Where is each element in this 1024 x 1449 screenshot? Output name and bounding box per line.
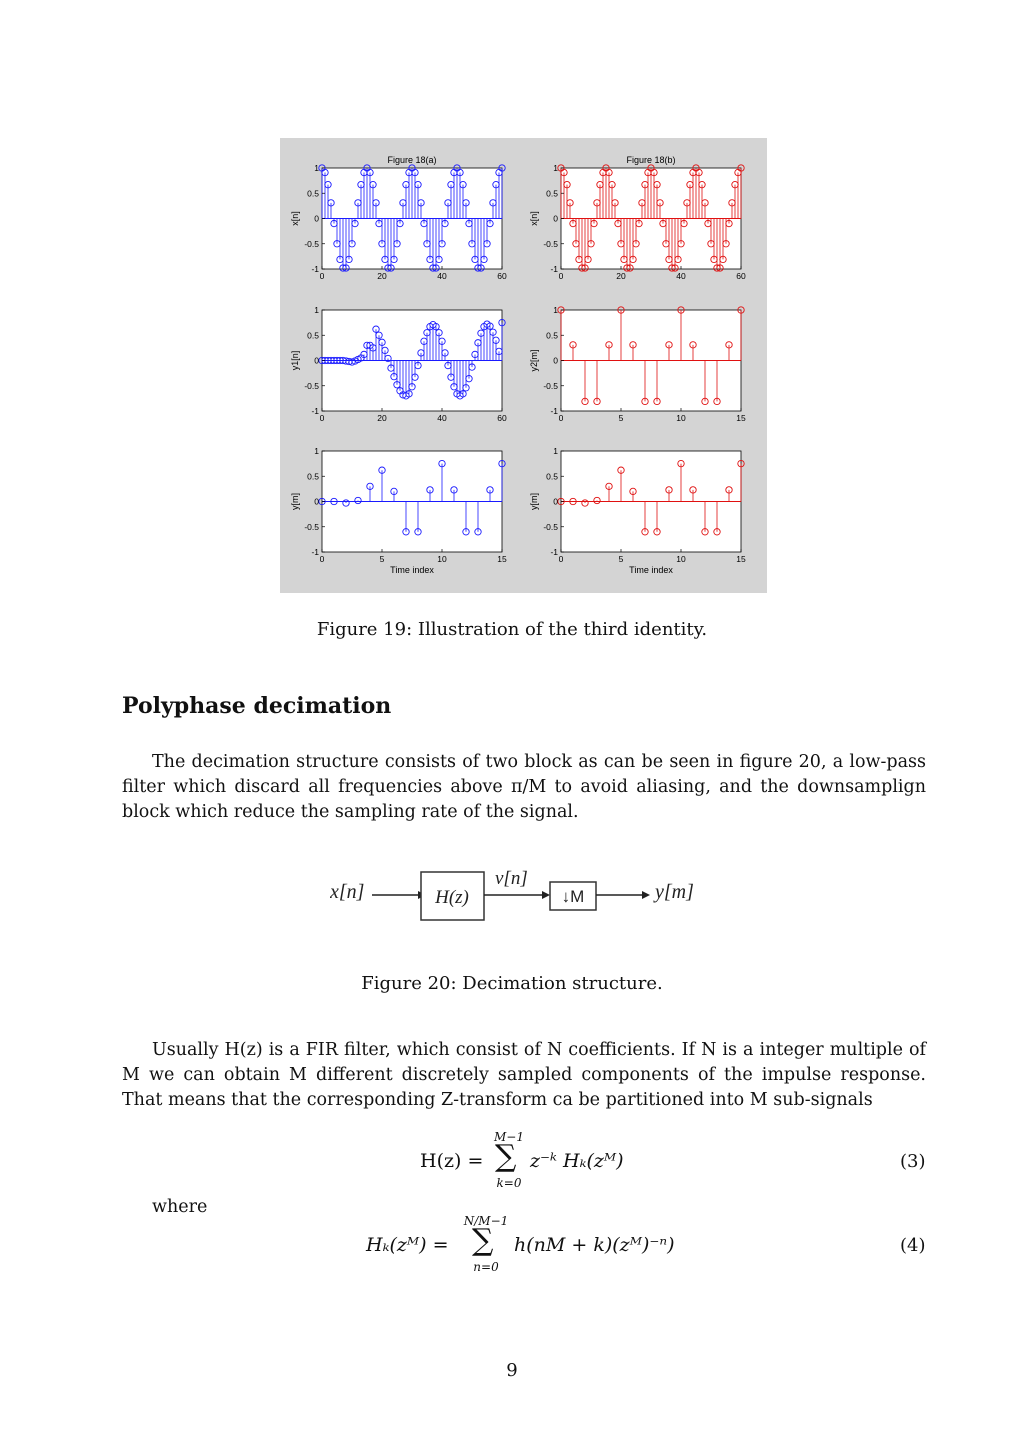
figure-19-image bbox=[280, 138, 767, 593]
equation-3-sum-upper: M−1 bbox=[494, 1130, 524, 1144]
stem-plot-6 bbox=[529, 446, 746, 575]
x-tick-label: 20 bbox=[616, 271, 626, 281]
x-tick-label: 15 bbox=[497, 554, 507, 564]
x-tick-label: 20 bbox=[377, 271, 387, 281]
y-axis-label: x[n] bbox=[529, 211, 539, 226]
y-tick-label: -0.5 bbox=[543, 521, 558, 532]
y-tick-label: 1 bbox=[314, 305, 319, 315]
section-title: Polyphase decimation bbox=[122, 693, 392, 719]
y-tick-label: -0.5 bbox=[304, 521, 319, 532]
x-tick-label: 40 bbox=[437, 413, 447, 423]
paragraph-fir bbox=[122, 1038, 926, 1113]
x-tick-label: 5 bbox=[379, 554, 385, 564]
x-tick-label: 15 bbox=[736, 554, 746, 564]
y-tick-label: 1 bbox=[553, 446, 558, 456]
x-tick-label: 0 bbox=[319, 554, 325, 564]
y-tick-label: 1 bbox=[314, 163, 319, 173]
equation-4-sum-upper: N/M−1 bbox=[463, 1214, 509, 1228]
output-signal-label: y[m] bbox=[655, 881, 694, 903]
y-tick-label: -1 bbox=[550, 406, 558, 416]
stem-plot-1 bbox=[290, 155, 507, 281]
y-tick-label: 0.5 bbox=[307, 330, 319, 341]
y-tick-label: 1 bbox=[553, 305, 558, 315]
y-tick-label: -0.5 bbox=[304, 238, 319, 249]
y-tick-label: 0 bbox=[553, 496, 558, 507]
arrow-head bbox=[542, 891, 550, 899]
x-axis-label: Time index bbox=[390, 565, 434, 575]
y-tick-label: 0 bbox=[314, 213, 319, 224]
sum-symbol: ∑ bbox=[472, 1223, 494, 1258]
x-tick-label: 0 bbox=[319, 271, 325, 281]
x-tick-label: 10 bbox=[676, 554, 686, 564]
y-tick-label: 0.5 bbox=[546, 471, 558, 482]
sum-symbol: ∑ bbox=[495, 1139, 517, 1174]
x-tick-label: 60 bbox=[736, 271, 746, 281]
stem-plot-4 bbox=[529, 305, 746, 423]
x-tick-label: 0 bbox=[558, 413, 564, 423]
plot-title: Figure 18(a) bbox=[387, 155, 437, 165]
arrow-head bbox=[642, 891, 650, 899]
y-tick-label: 0 bbox=[314, 355, 319, 366]
stem-plot-2 bbox=[529, 155, 746, 281]
x-tick-label: 0 bbox=[558, 271, 564, 281]
x-tick-label: 15 bbox=[736, 413, 746, 423]
paragraph-text: Usually H(z) is a FIR filter, which consist of N coefficients. If N is a integer multiple of M we can obtain M different discretely sampled components of the impulse response. That means that the corresponding Z-transform ca be partitioned into M sub-signals bbox=[122, 1040, 926, 1110]
equation-3-rhs: z⁻ᵏ Hₖ(zᴹ) bbox=[530, 1150, 624, 1172]
y-tick-label: 1 bbox=[314, 446, 319, 456]
y-tick-label: -1 bbox=[550, 264, 558, 274]
y-tick-label: -0.5 bbox=[543, 238, 558, 249]
figure-20-diagram bbox=[330, 862, 700, 924]
x-tick-label: 0 bbox=[558, 554, 564, 564]
y-axis-label: y1[n] bbox=[290, 350, 300, 371]
y-axis-label: y[m] bbox=[529, 493, 539, 510]
y-tick-label: -0.5 bbox=[304, 380, 319, 391]
figure-19-caption: Figure 19: Illustration of the third identity. bbox=[316, 619, 708, 640]
y-tick-label: 0 bbox=[553, 355, 558, 366]
equation-4-lhs: Hₖ(zᴹ) = bbox=[366, 1234, 449, 1256]
y-tick-label: 0.5 bbox=[307, 188, 319, 199]
x-tick-label: 10 bbox=[437, 554, 447, 564]
y-tick-label: 0.5 bbox=[546, 188, 558, 199]
y-tick-label: 1 bbox=[553, 163, 558, 173]
y-tick-label: -1 bbox=[311, 264, 319, 274]
input-signal-label: x[n] bbox=[330, 881, 365, 903]
y-axis-label: y2[m] bbox=[529, 349, 539, 372]
paragraph-decimation bbox=[122, 750, 926, 825]
x-tick-label: 40 bbox=[437, 271, 447, 281]
paragraph-text: The decimation structure consists of two block as can be seen in figure 20, a low-pass filter which discard all frequencies above π/M to avoid aliasing, and the downsamplign block which reduce the sampling rate of the signal. bbox=[122, 752, 926, 822]
equation-3-sum-lower: k=0 bbox=[496, 1176, 522, 1190]
plot-title: Figure 18(b) bbox=[626, 155, 676, 165]
stem-plot-3 bbox=[290, 305, 507, 423]
equation-3-number: (3) bbox=[900, 1151, 926, 1172]
y-tick-label: -1 bbox=[550, 547, 558, 557]
x-axis-label: Time index bbox=[629, 565, 673, 575]
x-tick-label: 0 bbox=[319, 413, 325, 423]
x-tick-label: 10 bbox=[676, 413, 686, 423]
y-tick-label: 0.5 bbox=[546, 330, 558, 341]
equation-4-rhs: h(nM + k)(zᴹ)⁻ⁿ) bbox=[514, 1234, 675, 1256]
x-tick-label: 60 bbox=[497, 271, 507, 281]
where-label: where bbox=[152, 1197, 208, 1217]
y-tick-label: 0 bbox=[314, 496, 319, 507]
y-tick-label: -1 bbox=[311, 547, 319, 557]
equation-4-sum-lower: n=0 bbox=[473, 1260, 499, 1274]
figure-20-caption: Figure 20: Decimation structure. bbox=[361, 973, 663, 994]
y-tick-label: -0.5 bbox=[543, 380, 558, 391]
equation-3-lhs: H(z) = bbox=[420, 1150, 484, 1172]
page-number: 9 bbox=[506, 1360, 518, 1381]
x-tick-label: 60 bbox=[497, 413, 507, 423]
filter-label: H(z) bbox=[435, 887, 469, 908]
y-axis-label: x[n] bbox=[290, 211, 300, 226]
downsample-label: ↓M bbox=[561, 887, 585, 906]
equation-4-number: (4) bbox=[900, 1235, 926, 1256]
y-tick-label: 0 bbox=[553, 213, 558, 224]
y-tick-label: 0.5 bbox=[307, 471, 319, 482]
y-tick-label: -1 bbox=[311, 406, 319, 416]
x-tick-label: 40 bbox=[676, 271, 686, 281]
y-axis-label: y[m] bbox=[290, 493, 300, 510]
intermediate-signal-label: v[n] bbox=[495, 868, 528, 889]
stem-plot-5 bbox=[290, 446, 507, 575]
x-tick-label: 20 bbox=[377, 413, 387, 423]
x-tick-label: 5 bbox=[618, 554, 624, 564]
x-tick-label: 5 bbox=[618, 413, 624, 423]
